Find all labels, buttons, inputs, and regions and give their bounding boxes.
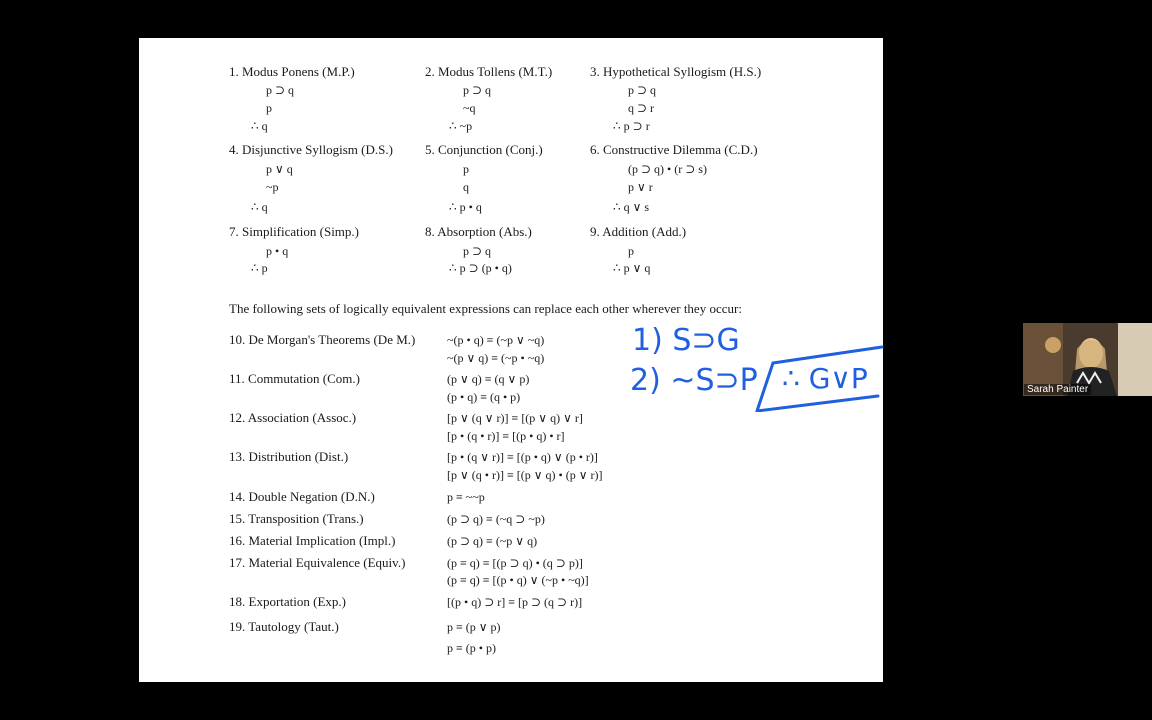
annotation-line-2: 2) ~S⊃P xyxy=(630,363,758,398)
rule-line: p ⊃ q xyxy=(463,244,492,258)
participant-video-tile[interactable] xyxy=(1023,323,1152,396)
handwritten-annotation xyxy=(620,312,890,417)
equivalence-form: p ≡ (p ∨ p) xyxy=(447,620,501,634)
rule-line: p ∨ q xyxy=(266,162,293,176)
rule-line: p ∨ r xyxy=(628,180,653,194)
rule-line: p ⊃ q xyxy=(628,83,657,97)
rule-line: ∴ p • q xyxy=(449,200,482,214)
equivalence-name: 18. Exportation (Exp.) xyxy=(229,594,346,609)
equivalence-name: 19. Tautology (Taut.) xyxy=(229,619,339,634)
rule-title: 8. Absorption (Abs.) xyxy=(425,224,532,239)
rule-title: 6. Constructive Dilemma (C.D.) xyxy=(590,142,758,157)
equivalence-form: p ≡ ~~p xyxy=(447,490,485,504)
conclusion-box-underline xyxy=(757,396,878,411)
equivalence-form: (p ∨ q) ≡ (q ∨ p) xyxy=(447,372,530,386)
annotation-line-1: 1) S⊃G xyxy=(632,323,740,358)
equivalence-form: (p ≡ q) ≡ [(p • q) ∨ (~p • ~q)] xyxy=(447,573,589,587)
rule-line: p xyxy=(628,244,634,258)
equivalence-form: [p • (q ∨ r)] ≡ [(p • q) ∨ (p • r)] xyxy=(447,450,598,464)
rule-title: 5. Conjunction (Conj.) xyxy=(425,142,543,157)
rule-line: p ⊃ q xyxy=(463,83,492,97)
rule-line: ∴ p ∨ q xyxy=(613,261,651,275)
equivalence-form: (p ⊃ q) ≡ (~q ⊃ ~p) xyxy=(447,512,545,526)
equivalence-intro: The following sets of logically equivalent expressions can replace each other wherever they occur: xyxy=(229,301,742,316)
equivalence-form: p ≡ (p • p) xyxy=(447,641,496,655)
equivalence-form: (p • q) ≡ (q • p) xyxy=(447,390,521,404)
rule-line: ~p xyxy=(266,180,279,194)
equivalence-form: ~(p • q) ≡ (~p ∨ ~q) xyxy=(447,333,545,347)
rule-title: 9. Addition (Add.) xyxy=(590,224,687,239)
equivalence-name: 16. Material Implication (Impl.) xyxy=(229,533,396,548)
rule-line: p • q xyxy=(266,244,289,258)
rule-line: p xyxy=(463,162,469,176)
equivalence-name: 12. Association (Assoc.) xyxy=(229,410,357,425)
rule-title: 3. Hypothetical Syllogism (H.S.) xyxy=(590,64,762,79)
equivalence-name: 10. De Morgan's Theorems (De M.) xyxy=(229,332,416,347)
equivalence-form: [p • (q • r)] ≡ [(p • q) • r] xyxy=(447,429,565,443)
rule-line: p ⊃ q xyxy=(266,83,295,97)
equivalence-form: [(p • q) ⊃ r] ≡ [p ⊃ (q ⊃ r)] xyxy=(447,595,583,609)
rule-title: 4. Disjunctive Syllogism (D.S.) xyxy=(229,142,393,157)
rule-line: (p ⊃ q) • (r ⊃ s) xyxy=(628,162,707,176)
participant-name: Sarah Painter xyxy=(1024,384,1091,395)
rule-line: ∴ p ⊃ r xyxy=(613,119,650,133)
rule-title: 1. Modus Ponens (M.P.) xyxy=(229,64,355,79)
equivalence-name: 13. Distribution (Dist.) xyxy=(229,449,349,464)
equivalence-form: ~(p ∨ q) ≡ (~p • ~q) xyxy=(447,351,545,365)
equivalence-form: [p ∨ (q ∨ r)] ≡ [(p ∨ q) ∨ r] xyxy=(447,411,583,425)
equivalence-form: (p ≡ q) ≡ [(p ⊃ q) • (q ⊃ p)] xyxy=(447,556,583,570)
equivalence-form: (p ⊃ q) ≡ (~p ∨ q) xyxy=(447,534,538,548)
rule-line: ∴ p ⊃ (p • q) xyxy=(449,261,512,275)
rule-line: ∴ q ∨ s xyxy=(613,200,650,214)
equivalence-name: 11. Commutation (Com.) xyxy=(229,371,360,386)
equivalence-name: 14. Double Negation (D.N.) xyxy=(229,489,375,504)
equivalence-name: 17. Material Equivalence (Equiv.) xyxy=(229,555,406,570)
rule-line: q ⊃ r xyxy=(628,101,655,115)
equivalence-name: 15. Transposition (Trans.) xyxy=(229,511,364,526)
annotation-drawing xyxy=(620,312,890,412)
rule-line: ∴ q xyxy=(251,200,268,214)
rule-line: ~q xyxy=(463,101,476,115)
rule-line: ∴ p xyxy=(251,261,268,275)
annotation-conclusion: ∴ G∨P xyxy=(782,362,868,395)
equivalence-form: [p ∨ (q • r)] ≡ [(p ∨ q) • (p ∨ r)] xyxy=(447,468,603,482)
rule-title: 7. Simplification (Simp.) xyxy=(229,224,359,239)
rule-line: ∴ q xyxy=(251,119,268,133)
rule-line: q xyxy=(463,180,469,194)
rule-line: p xyxy=(266,101,272,115)
rule-line: ∴ ~p xyxy=(449,119,473,133)
rule-title: 2. Modus Tollens (M.T.) xyxy=(425,64,553,79)
